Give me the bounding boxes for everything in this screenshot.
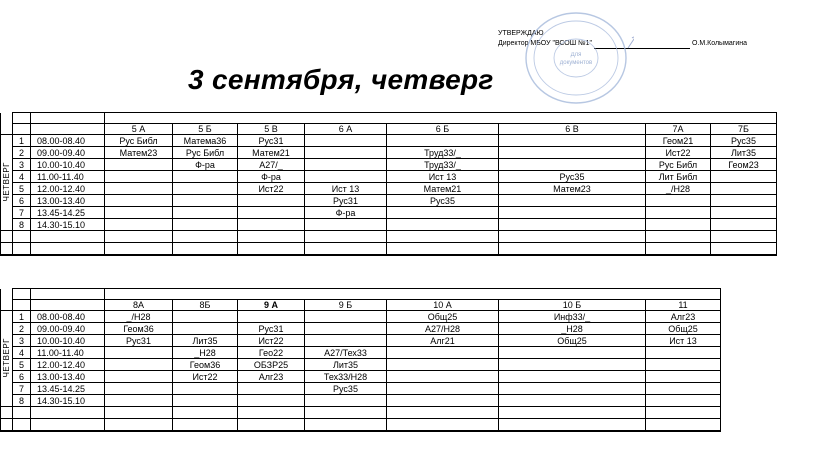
class-header: 10 А: [387, 300, 499, 311]
class-header: 5 В: [238, 124, 305, 135]
lesson-cell: _/Н28: [646, 183, 711, 195]
table-row: [1, 207, 777, 219]
lesson-cell: [238, 219, 305, 231]
lesson-number: 5: [13, 359, 31, 371]
table-row: [1, 335, 721, 347]
lesson-cell: [646, 207, 711, 219]
class-header: 10 Б: [499, 300, 646, 311]
lesson-cell: [105, 171, 173, 183]
lesson-cell: А27/Н28: [387, 323, 499, 335]
table-row: [1, 323, 721, 335]
lesson-cell: Ист22: [173, 371, 238, 383]
class-header: 7Б: [711, 124, 777, 135]
class-header: 6 Б: [387, 124, 499, 135]
lesson-cell: [711, 219, 777, 231]
lesson-time: 11.00-11.40: [31, 347, 105, 359]
lesson-cell: Тех33/Н28: [305, 371, 387, 383]
lesson-cell: Рус35: [711, 135, 777, 147]
lesson-cell: _/Н28: [105, 311, 173, 323]
lesson-number: 8: [13, 219, 31, 231]
lesson-number: 7: [13, 207, 31, 219]
table-row: [1, 395, 721, 407]
official-stamp: [514, 8, 634, 104]
lesson-cell: Рус35: [305, 383, 387, 395]
lesson-cell: [387, 219, 499, 231]
lesson-cell: [711, 183, 777, 195]
lesson-cell: [646, 359, 721, 371]
lesson-cell: [499, 159, 646, 171]
lesson-time: 13.45-14.25: [31, 383, 105, 395]
director-line: Директор МБОУ "ВСОШ №1": [498, 40, 592, 47]
lesson-cell: [305, 323, 387, 335]
lesson-cell: Ф-ра: [238, 171, 305, 183]
table-row: [1, 159, 777, 171]
lesson-cell: [173, 195, 238, 207]
lesson-cell: [499, 135, 646, 147]
lesson-cell: Рус31: [238, 323, 305, 335]
table-row: [1, 171, 777, 183]
class-header: 5 А: [105, 124, 173, 135]
lesson-cell: Ф-ра: [173, 159, 238, 171]
lesson-time: 12.00-12.40: [31, 183, 105, 195]
director-name: О.М.Колымагина: [691, 40, 748, 47]
class-header: 6 В: [499, 124, 646, 135]
lesson-cell: _Н28: [173, 347, 238, 359]
class-header: 9 Б: [305, 300, 387, 311]
lesson-cell: [173, 219, 238, 231]
lesson-cell: Матем23: [499, 183, 646, 195]
svg-text:документов: документов: [559, 60, 593, 66]
lesson-cell: Ист 13: [387, 171, 499, 183]
class-header: 8Б: [173, 300, 238, 311]
lesson-number: 7: [13, 383, 31, 395]
lesson-cell: [305, 135, 387, 147]
lesson-cell: [499, 207, 646, 219]
lesson-time: 10.00-10.40: [31, 335, 105, 347]
lesson-time: 08.00-08.40: [31, 135, 105, 147]
day-label: ЧЕТВЕРГ: [1, 161, 11, 202]
lesson-cell: Рус35: [499, 171, 646, 183]
schedule-table-grades-8-11: [0, 288, 721, 432]
lesson-time: 12.00-12.40: [31, 359, 105, 371]
lesson-cell: [499, 147, 646, 159]
class-header: 9 А: [238, 300, 305, 311]
lesson-cell: Рус35: [387, 195, 499, 207]
table-row: [1, 195, 777, 207]
page-title: 3 сентября, четверг: [188, 64, 494, 95]
lesson-cell: [105, 159, 173, 171]
lesson-cell: [173, 395, 238, 407]
lesson-cell: Рус31: [238, 135, 305, 147]
lesson-cell: Лит35: [711, 147, 777, 159]
lesson-cell: [387, 383, 499, 395]
lesson-cell: Геом21: [646, 135, 711, 147]
lesson-cell: [105, 195, 173, 207]
lesson-cell: Общ25: [499, 335, 646, 347]
table-row: [1, 147, 777, 159]
lesson-time: 13.00-13.40: [31, 195, 105, 207]
lesson-cell: Ист22: [646, 147, 711, 159]
lesson-cell: ОБЗР25: [238, 359, 305, 371]
lesson-cell: Ист22: [238, 335, 305, 347]
lesson-cell: [238, 383, 305, 395]
lesson-cell: [305, 171, 387, 183]
lesson-cell: [173, 311, 238, 323]
lesson-cell: Гео22: [238, 347, 305, 359]
lesson-cell: [238, 207, 305, 219]
lesson-time: 14.30-15.10: [31, 395, 105, 407]
table-row: [1, 311, 721, 323]
lesson-cell: Матем23: [105, 147, 173, 159]
lesson-cell: [305, 219, 387, 231]
class-header: 6 А: [305, 124, 387, 135]
lesson-cell: [305, 147, 387, 159]
lesson-time: 08.00-08.40: [31, 311, 105, 323]
lesson-cell: А27/_: [238, 159, 305, 171]
lesson-number: 1: [13, 311, 31, 323]
class-header: 8А: [105, 300, 173, 311]
lesson-cell: Общ25: [646, 323, 721, 335]
lesson-cell: Рус Библ: [646, 159, 711, 171]
lesson-number: 6: [13, 195, 31, 207]
lesson-number: 4: [13, 347, 31, 359]
lesson-cell: Ф-ра: [305, 207, 387, 219]
lesson-time: 14.30-15.10: [31, 219, 105, 231]
lesson-number: 6: [13, 371, 31, 383]
lesson-cell: [305, 159, 387, 171]
day-label: ЧЕТВЕРГ: [1, 337, 11, 378]
lesson-number: 5: [13, 183, 31, 195]
lesson-cell: Геом23: [711, 159, 777, 171]
lesson-cell: Матема36: [173, 135, 238, 147]
lesson-cell: [499, 383, 646, 395]
table-row: [1, 383, 721, 395]
lesson-cell: Ист22: [238, 183, 305, 195]
lesson-time: 13.00-13.40: [31, 371, 105, 383]
lesson-cell: [711, 171, 777, 183]
class-header: 11: [646, 300, 721, 311]
table-row: [1, 347, 721, 359]
lesson-cell: [387, 135, 499, 147]
lesson-cell: Общ25: [387, 311, 499, 323]
lesson-cell: Матем21: [238, 147, 305, 159]
lesson-cell: [646, 383, 721, 395]
lesson-cell: [646, 195, 711, 207]
lesson-cell: [173, 171, 238, 183]
table-row: [1, 359, 721, 371]
lesson-cell: [305, 335, 387, 347]
lesson-cell: [238, 395, 305, 407]
lesson-cell: [387, 347, 499, 359]
lesson-cell: Рус Библ: [105, 135, 173, 147]
approval-title: УТВЕРЖДАЮ: [498, 30, 544, 37]
lesson-time: 11.00-11.40: [31, 171, 105, 183]
lesson-cell: [499, 195, 646, 207]
lesson-cell: Геом36: [105, 323, 173, 335]
lesson-cell: [105, 371, 173, 383]
lesson-number: 4: [13, 171, 31, 183]
lesson-cell: Геом36: [173, 359, 238, 371]
lesson-cell: [105, 395, 173, 407]
lesson-cell: А27/Тех33: [305, 347, 387, 359]
lesson-cell: [711, 195, 777, 207]
lesson-cell: [105, 219, 173, 231]
lesson-cell: Рус31: [305, 195, 387, 207]
lesson-cell: [305, 395, 387, 407]
table-row: [1, 183, 777, 195]
svg-text:Для: Для: [570, 52, 582, 58]
table2-body: [1, 311, 721, 407]
lesson-cell: [646, 395, 721, 407]
lesson-cell: Алг23: [238, 371, 305, 383]
lesson-cell: Ист 13: [646, 335, 721, 347]
lesson-cell: [238, 195, 305, 207]
lesson-cell: Ист 13: [305, 183, 387, 195]
lesson-number: 8: [13, 395, 31, 407]
lesson-cell: Инф33/_: [499, 311, 646, 323]
schedule-table-grades-5-7: [0, 112, 777, 256]
lesson-number: 2: [13, 323, 31, 335]
lesson-cell: [173, 207, 238, 219]
table-row: [1, 371, 721, 383]
lesson-cell: [387, 359, 499, 371]
class-header: 5 Б: [173, 124, 238, 135]
table-row: [1, 219, 777, 231]
lesson-cell: [387, 395, 499, 407]
lesson-cell: [646, 347, 721, 359]
lesson-cell: [105, 183, 173, 195]
lesson-time: 09.00-09.40: [31, 147, 105, 159]
lesson-cell: [499, 395, 646, 407]
class-header: 7А: [646, 124, 711, 135]
lesson-cell: [499, 359, 646, 371]
lesson-time: 09.00-09.40: [31, 323, 105, 335]
lesson-number: 1: [13, 135, 31, 147]
lesson-cell: _Н28: [499, 323, 646, 335]
lesson-cell: [499, 371, 646, 383]
lesson-cell: Труд33/_: [387, 159, 499, 171]
lesson-cell: Лит35: [305, 359, 387, 371]
lesson-cell: [173, 183, 238, 195]
lesson-cell: [387, 207, 499, 219]
lesson-cell: [173, 383, 238, 395]
lesson-cell: [387, 371, 499, 383]
lesson-cell: [105, 383, 173, 395]
lesson-cell: [105, 207, 173, 219]
lesson-cell: [305, 311, 387, 323]
lesson-cell: [711, 207, 777, 219]
lesson-cell: [646, 219, 711, 231]
lesson-cell: [105, 347, 173, 359]
table-row: [1, 135, 777, 147]
lesson-time: 13.45-14.25: [31, 207, 105, 219]
lesson-cell: [238, 311, 305, 323]
lesson-time: 10.00-10.40: [31, 159, 105, 171]
lesson-cell: [646, 371, 721, 383]
lesson-cell: Алг21: [387, 335, 499, 347]
lesson-cell: Труд33/_: [387, 147, 499, 159]
lesson-cell: Матем21: [387, 183, 499, 195]
lesson-cell: [173, 323, 238, 335]
lesson-cell: [499, 219, 646, 231]
lesson-cell: [105, 359, 173, 371]
lesson-number: 2: [13, 147, 31, 159]
lesson-cell: Лит Библ: [646, 171, 711, 183]
lesson-number: 3: [13, 159, 31, 171]
lesson-cell: Рус31: [105, 335, 173, 347]
lesson-cell: Лит35: [173, 335, 238, 347]
lesson-cell: Рус Библ: [173, 147, 238, 159]
lesson-cell: Алг23: [646, 311, 721, 323]
lesson-cell: [499, 347, 646, 359]
lesson-number: 3: [13, 335, 31, 347]
table1-body: [1, 135, 777, 231]
